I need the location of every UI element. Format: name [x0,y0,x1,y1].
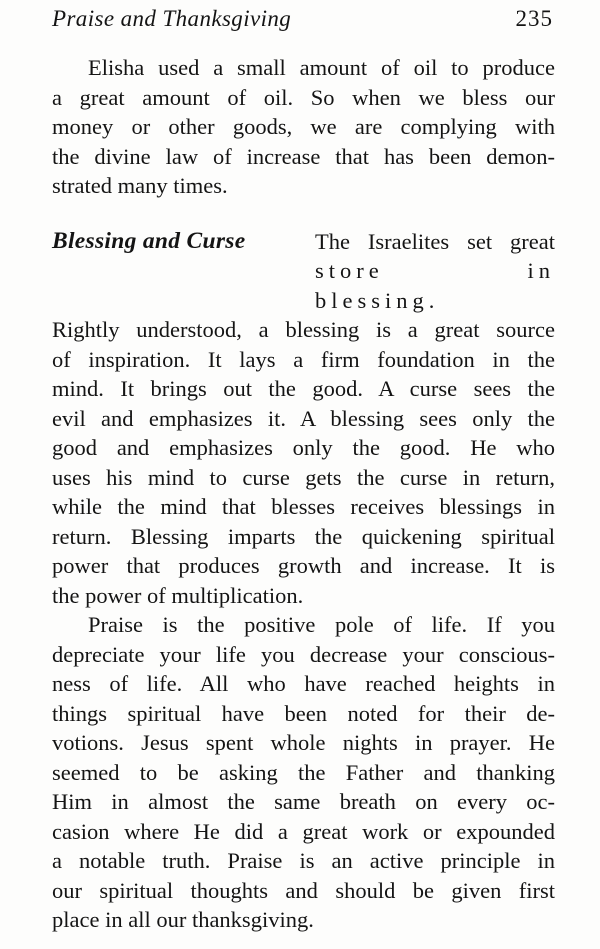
text-line: the divine law of increase that has been demon- [52,143,555,169]
page-number: 235 [515,6,553,31]
text-line: mind. It brings out the good. A curse sees the [52,376,555,401]
indent-spacer [52,256,315,315]
text-line: the power of multiplication. [52,582,304,608]
text-line: ness of life. All who have reached heights in [52,671,555,696]
text-line: strated many times. [52,173,228,198]
text-line: place in all our thanksgiving. [52,907,314,932]
text-line: return. Blessing imparts the quickening spiritual [52,523,555,549]
text-line: while the mind that blesses receives blessings in [52,494,555,519]
section-heading-row [52,227,555,257]
page-body [52,53,555,935]
text-line: Elisha used a small amount of oil to produce [88,55,555,80]
text-line: store in blessing. [315,258,555,313]
text-line: Him in almost the same breath on every oc- [52,789,555,814]
text-line: a notable truth. Praise is an active principle in [52,848,555,873]
section-intro-row [52,256,555,315]
text-line: The Israelites set great [315,228,555,254]
paragraph-elisha [52,53,555,201]
text-line: casion where He did a great work or expounded [52,818,555,844]
text-line: our spiritual thoughts and should be given first [52,877,555,903]
section-blessing-and-curse [52,227,555,611]
text-line: depreciate your life you decrease your conscious- [52,641,555,667]
running-header [52,6,553,32]
text-line: good and emphasizes only the good. He who [52,435,555,460]
text-line: Praise is the positive pole of life. If you [88,612,555,637]
text-line: Rightly understood, a blessing is a great source [52,317,555,342]
text-line: seemed to be asking the Father and thanking [52,759,555,785]
paragraph-praise [52,610,555,935]
running-title: Praise and Thanksgiving [52,6,292,31]
text-line: a great amount of oil. So when we bless our [52,84,555,110]
text-line: of inspiration. It lays a firm foundation in the [52,346,555,372]
text-line: evil and emphasizes it. A blessing sees only the [52,405,555,431]
text-line: uses his mind to curse gets the curse in return, [52,464,555,490]
text-line: votions. Jesus spent whole nights in prayer. He [52,730,555,755]
text-line: power that produces growth and increase. It is [52,553,555,578]
text-line: things spiritual have been noted for their de- [52,700,555,726]
section-heading: Blessing and Curse [52,227,246,254]
text-line: money or other goods, we are complying with [52,114,555,139]
